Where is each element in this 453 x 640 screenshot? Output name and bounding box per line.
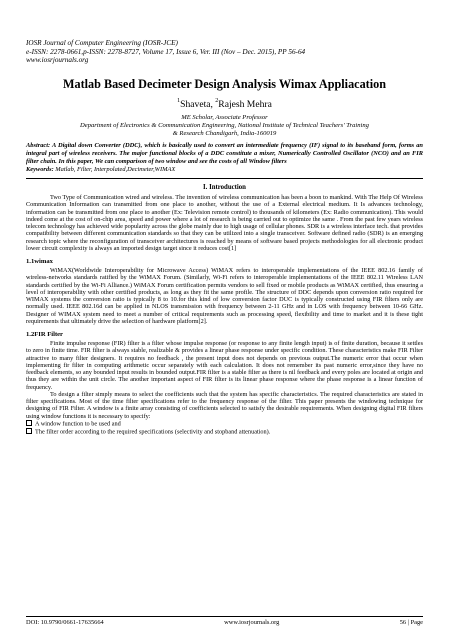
bullet-text-2: The filter order according to the required specifications (selectivity and stopband attenuation). [35, 428, 271, 436]
affiliation-dept: Department of Electronics & Communication Engineering, National Institute of Technical Teachers' Training [80, 121, 369, 129]
footer-page-number: 56 | Page [399, 619, 423, 626]
checkbox-bullet-icon [26, 428, 32, 434]
keywords-label: Keywords: [26, 166, 54, 174]
bullet-item [26, 420, 423, 428]
subsection-heading-fir-filter: 1.2FIR Filter [26, 331, 63, 339]
author2-name: Rajesh Mehra [218, 98, 272, 110]
affiliation-place: & Research Chandigarh, India-160019 [172, 130, 277, 138]
author1-sup: 1 [177, 97, 181, 104]
keywords-text: Matlab, Filter, Interpolated,Decimeter,WIMAX [53, 166, 176, 174]
journal-name: IOSR Journal of Computer Engineering (IOSR-JCE) [26, 39, 178, 47]
section-heading-introduction: I. Introduction [203, 184, 246, 192]
paper-title: Matlab Based Decimeter Design Analysis Wimax Appliacation [63, 76, 386, 91]
journal-header [26, 39, 423, 65]
affiliation [26, 114, 423, 139]
footer-site[interactable]: www.iosrjournals.org [224, 619, 280, 626]
bullet-item [26, 428, 423, 436]
bullet-text-1: A window function to be used and [35, 420, 121, 428]
author2-sup: 2 [215, 97, 219, 104]
fir-paragraph-2: To design a filter simply means to select the coefficients such that the system has specific characteristics. The required characteristics are stated in filter specifications. Most of the time filter specifications refer to the frequency response of the filter. This paper presents the windowing technique for designing of FIR Filter. A window is a finite array consisting of coefficients selected to satisfy the desirable requirements. When designing digital FIR filters using window functions it is necessary to specify: [26, 390, 423, 420]
abstract-label: Abstract: [26, 142, 51, 150]
page-footer [26, 616, 423, 627]
checkbox-bullet-icon [26, 420, 32, 426]
journal-issn: e-ISSN: 2278-0661,p-ISSN: 2278-8727, Volume 17, Issue 6, Ver. III (Nov – Dec. 2015), PP 56-64 [26, 47, 306, 56]
author1-name: Shaveta, [180, 98, 216, 110]
author-line [26, 95, 423, 111]
abstract-text: A Digital down Converter (DDC), which is basically used to convert an intermediate frequency (IF) signal to its baseband form, forms an integral part of wireless receivers. The major functional blocks of a DDC constitute a mixer, Numerically Controlled Oscillator (NCO) and an FIR filter chain. In this paper, We can comparison of two window and see the costs of all Window filters [26, 142, 423, 166]
footer-doi: DOI: 10.9790/0661-17635664 [26, 619, 104, 626]
subsection-heading-wimax: 1.1wimax [26, 258, 53, 266]
introduction-paragraph: Two Type of Communication wired and wireless. The invention of wireless communication has been a boon to mankind. With The Help Of Wireless Communication Information can transmitted from one place to another, without the use of a External electrical medium. It Is advances technology, information can be transmitted from one place to another (Ex: Television remote control) to thousands of kilometers (Ex: Radio communication). This would indeed come at the cost of on-chip area, speed and power where a lot of research is being carried out to optimize the same . From the past few years wireless telecom technology has achieved wide popularity across the globe mainly due to high usage of cellular phones. SDR is a wireless interface tech. that provides compatibility between different communication standards so that they can be utilized into a single transceiver. Software defined radio (SDR) is an emerging research topic where the reconfiguration of transceiver architectures is reached by means of software based projects methodologies for all electronic product lower circuit complexity is always an imported design target since it reduces cost[1] [26, 194, 423, 252]
fir-paragraph-1: Finite impulse response (FIR) filter is a filter whose impulse response (or response to any finite length input) is of finite duration, because it settles to zero in finite time. FIR filter is always stable, realizable & provides a linear phase response under specific condition. These characteristics make FIR Filter attractive to many filter designers. It requires no feedback , the present input does not depends on previous output.The numeric error that occur when implementing fir filter in computing arithmetic occur separately with each calculation. It does not remember its past numeric error,since they have no feedback elements, so any bounded input results in bounded output.FIR filter is a stable filter as there is nil feedback and every poles are located at origin and thus they are within the unit circle. The another important aspect of FIR filter is its linear phase response where the phase response is a linear function of frequency. [26, 340, 423, 391]
keywords [26, 166, 423, 174]
abstract [26, 142, 423, 166]
affiliation-role: ME Scholar, Associate Professor [181, 113, 268, 121]
wimax-paragraph: WiMAX(Worldwide Interoperability for Microwave Access) WiMAX refers to interoperable implementations of the IEEE 802.16 family of wireless-networks standards ratified by the WiMAX Forum. (Similarly, Wi-Fi refers to interoperable implementations of the IEEE 802.11 Wireless LAN standards certified by the Wi-Fi Alliance.) WiMAX Forum certification permits vendors to sell fixed or mobile products as WiMAX certified, thus ensuring a level of interoperability with other certified products, as long as they fit the same profile. The structure of DDC depends upon conversion ratio required for WIMAX systems the conversion ratio is typically 8 to 10.for this kind of low conversion factor DUC is typically constructed using FIR filters only are normally used. IEEE 802.16d can be applied in NLOS transmission with frequency between 2-11 GHz and in LOS with frequency between 10-66 GHz. Designer of WIMAX system need to meet a number of critical requirements such as processing speed, flexibility and time to market and it is these tight requirements that ultimately drive the selection of hardware platform[2]. [26, 267, 423, 325]
section-divider [26, 178, 423, 179]
journal-url[interactable]: www.iosrjournals.org [26, 56, 89, 65]
